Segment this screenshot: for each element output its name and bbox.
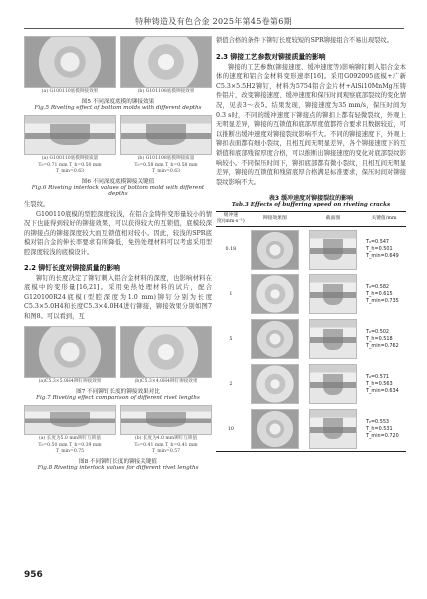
fig7a-photo [24, 326, 116, 378]
table3-caption-en: Tab.3 Effects of buffering speed on riveting cracks [231, 202, 391, 209]
fig7b-photo [120, 326, 212, 378]
table-row [216, 362, 406, 407]
tmin-value: T_min=0.762 [366, 342, 399, 349]
figure-5 [24, 36, 212, 95]
key-values-cell [362, 407, 406, 452]
speed-cell: 10 [227, 426, 234, 432]
fig6a-photo [24, 115, 116, 155]
fig8-caption-en: Fig.8 Riveting interlock values for different rivet lengths [37, 464, 199, 471]
key-values-cell [362, 227, 406, 272]
rivet-effect-photo [251, 274, 299, 314]
fig5a-photo [24, 36, 116, 88]
th-value: T_h=0.563 [366, 380, 393, 387]
fig8a-photo [24, 405, 116, 435]
tmin-value: T_min=0.720 [366, 432, 399, 439]
table3-caption-cn: 表3 缓冲速度对铆接裂纹的影响 [268, 195, 354, 203]
rivet-effect-photo [251, 230, 299, 270]
speed-cell: 2 [229, 381, 233, 387]
fig8b-values: T₀=0.41 mm T_h=0.41 mm T_min=0.57 [134, 442, 198, 454]
right-column [216, 36, 406, 452]
th-value: T_h=0.501 [366, 246, 393, 253]
fig6b-values: T₀=0.58 mm T_h=0.58 mm T_min=0.63 [134, 163, 198, 174]
header-rule [24, 28, 404, 29]
tmin-value: T_min=0.634 [366, 387, 399, 394]
table-header-row [216, 212, 406, 227]
rivet-effect-photo [251, 319, 299, 359]
right-paragraph-2: 铆接的工艺参数(铆接速度、缓冲速度等)影响铆钉刺入铝合金本体的速度和铝合金材料变形速率[16]。采用G092095底模+广新C5.3×5.5H2铆钉，材料为5754铝合金片材+AlSi10MnMg压铸件铝片，改变铆接速度、缓冲速度和保压时间观察底部裂纹的变化情况，见表3～表5。结果发现，铆接速度为35 mm/s，保压时间为0.3 s时，不同的缓冲速度下铆接点的铆扣上都有轻微裂纹，外观上无明显差异，铆接的互锁值和底部厚度值都符合要求且数据较近，可以推断出缓冲速度对铆接裂纹影响不大。不同的铆接速度下，外观上铆扣表面都有细小裂纹，且相互间无明显差异，各个铆接速度下的互锁值和底部残留厚度合格，可以推断出铆接速度的变化对底部裂纹影响较小。不同保压时间下，铆扣底部都有微小裂纹，且相互间无明显差异，铆接的互锁值和残留底厚合格满足标准要求，保压时间对铆接裂纹影响不大。 [216, 63, 406, 186]
t0-value: T₀=0.553 [366, 418, 390, 425]
col-header-key-values: 关键值/mm [362, 212, 406, 227]
col-header-section: 截面图 [304, 212, 362, 227]
tmin-value: T_min=0.649 [366, 253, 399, 260]
fig6a-caption: (a) G100110底模铆接质量 [41, 156, 99, 161]
key-values-cell [362, 272, 406, 317]
fig7a-caption: (a)C5.3×5.0H4铆钉铆接效果 [38, 378, 102, 384]
fig8a-values: T₀=0.50 mm T_h=0.39 mm T_min=0.75 [38, 442, 102, 454]
running-header: 特种铸造及有色合金 2025年第45卷第6期 [135, 17, 292, 26]
fig5a-caption: (a) G100110底模铆接效果 [41, 89, 99, 94]
speed-cell: 5 [229, 336, 233, 342]
table-row [216, 317, 406, 362]
key-values-cell [362, 362, 406, 407]
t0-value: T₀=0.582 [366, 283, 390, 290]
col-header-speed: 缓冲速度/(mm·s⁻¹) [216, 212, 246, 227]
left-column [24, 36, 212, 471]
figure-7 [24, 326, 212, 385]
t0-value: T₀=0.502 [366, 328, 390, 335]
right-paragraph-1: 锁值合格的条件下铆钉长度较短的SPR铆接组合不易出现裂纹。 [216, 37, 394, 44]
speed-cell: 0.18 [225, 247, 237, 253]
cross-section-photo [309, 230, 357, 270]
fig5-caption-cn: 图5 不同深度底模的铆接效果 [81, 99, 155, 105]
table-3 [216, 211, 406, 452]
fig6a-values: T₀=0.71 mm T_h=0.50 mm T_min=0.63 [38, 163, 102, 174]
section-2-3-heading: 2.3 铆接工艺参数对铆接质量的影响 [216, 52, 326, 61]
t0-value: T₀=0.547 [366, 239, 390, 246]
th-value: T_h=0.518 [366, 335, 393, 342]
col-header-effect: 铆接效果图 [246, 212, 304, 227]
fig6-caption-cn: 图6 不同深度底模铆接关键值 [81, 179, 155, 185]
left-paragraph-1: 生裂纹。 [24, 201, 50, 208]
fig8-caption-cn: 图8 不同铆钉长度的铆接关键值 [78, 458, 158, 465]
key-values-cell [362, 317, 406, 362]
fig6-caption-en: Fig.6 Riveting interlock values of bottom mold with different depths [31, 185, 205, 197]
table-row [216, 407, 406, 452]
rivet-effect-photo [251, 409, 299, 449]
fig5b-caption: (b) G101108底模铆接效果 [137, 89, 195, 94]
fig7-caption-en: Fig.7 Riveting effect comparison of different rivet lengths [36, 394, 200, 401]
table-row [216, 227, 406, 272]
fig6b-caption: (b) G101108底模铆接质量 [137, 156, 195, 161]
th-value: T_h=0.615 [366, 290, 393, 297]
cross-section-photo [309, 319, 357, 359]
fig5b-photo [120, 36, 212, 88]
cross-section-photo [309, 409, 357, 449]
th-value: T_h=0.531 [366, 425, 393, 432]
fig5-caption-en: Fig.5 Riveting effect of bottom molds with different depths [34, 105, 202, 111]
fig8b-caption: (b) 长度为4.0 mm铆钉互锁值 [134, 435, 198, 441]
left-paragraph-3: 铆钉的长度决定了铆钉刺入铝合金材料的深度，也影响材料在底模中的变形量[16,21]。采用免热处理材料的试片，配合G120100R24底模(型腔深度为1.0 mm)铆钉分别为长度C5.3×5.0H4和长度C5.3×4.0H4进行铆接，铆接效果分别如图7和图8。可以看到，互 [24, 274, 212, 320]
table-row [216, 272, 406, 317]
cross-section-photo [309, 274, 357, 314]
figure-6 [24, 115, 212, 175]
fig8a-caption: (a) 长度为5.0 mm铆钉互锁值 [38, 435, 101, 441]
fig8b-photo [120, 405, 212, 435]
figure-8 [24, 405, 212, 455]
fig6b-photo [120, 115, 212, 155]
tmin-value: T_min=0.735 [366, 297, 399, 304]
fig7-caption-cn: 图7 不同铆钉长度的铆接效果对比 [76, 388, 160, 395]
speed-cell: 1 [229, 291, 233, 297]
section-2-2-heading: 2.2 铆钉长度对铆接质量的影响 [24, 263, 120, 272]
t0-value: T₀=0.571 [366, 373, 390, 380]
rivet-effect-photo [251, 364, 299, 404]
cross-section-photo [309, 364, 357, 404]
fig7b-caption: (b)C5.3×4.0H4铆钉铆接效果 [134, 378, 198, 384]
page-number: 956 [24, 570, 43, 580]
left-paragraph-2: G100110底模的型腔深度较浅，在铝合金铸件变形量较小的情况下也能得到较好的铆接效果，可以获得较大的互锁值，底模较深的铆接点的铆接深度较大而互锁值相对较小。因此，较浅的SPR底模对铝合金的伸长率要求有所降低，免热处理材料可以考虑采用型腔深度较浅的底模设计。 [24, 210, 212, 256]
